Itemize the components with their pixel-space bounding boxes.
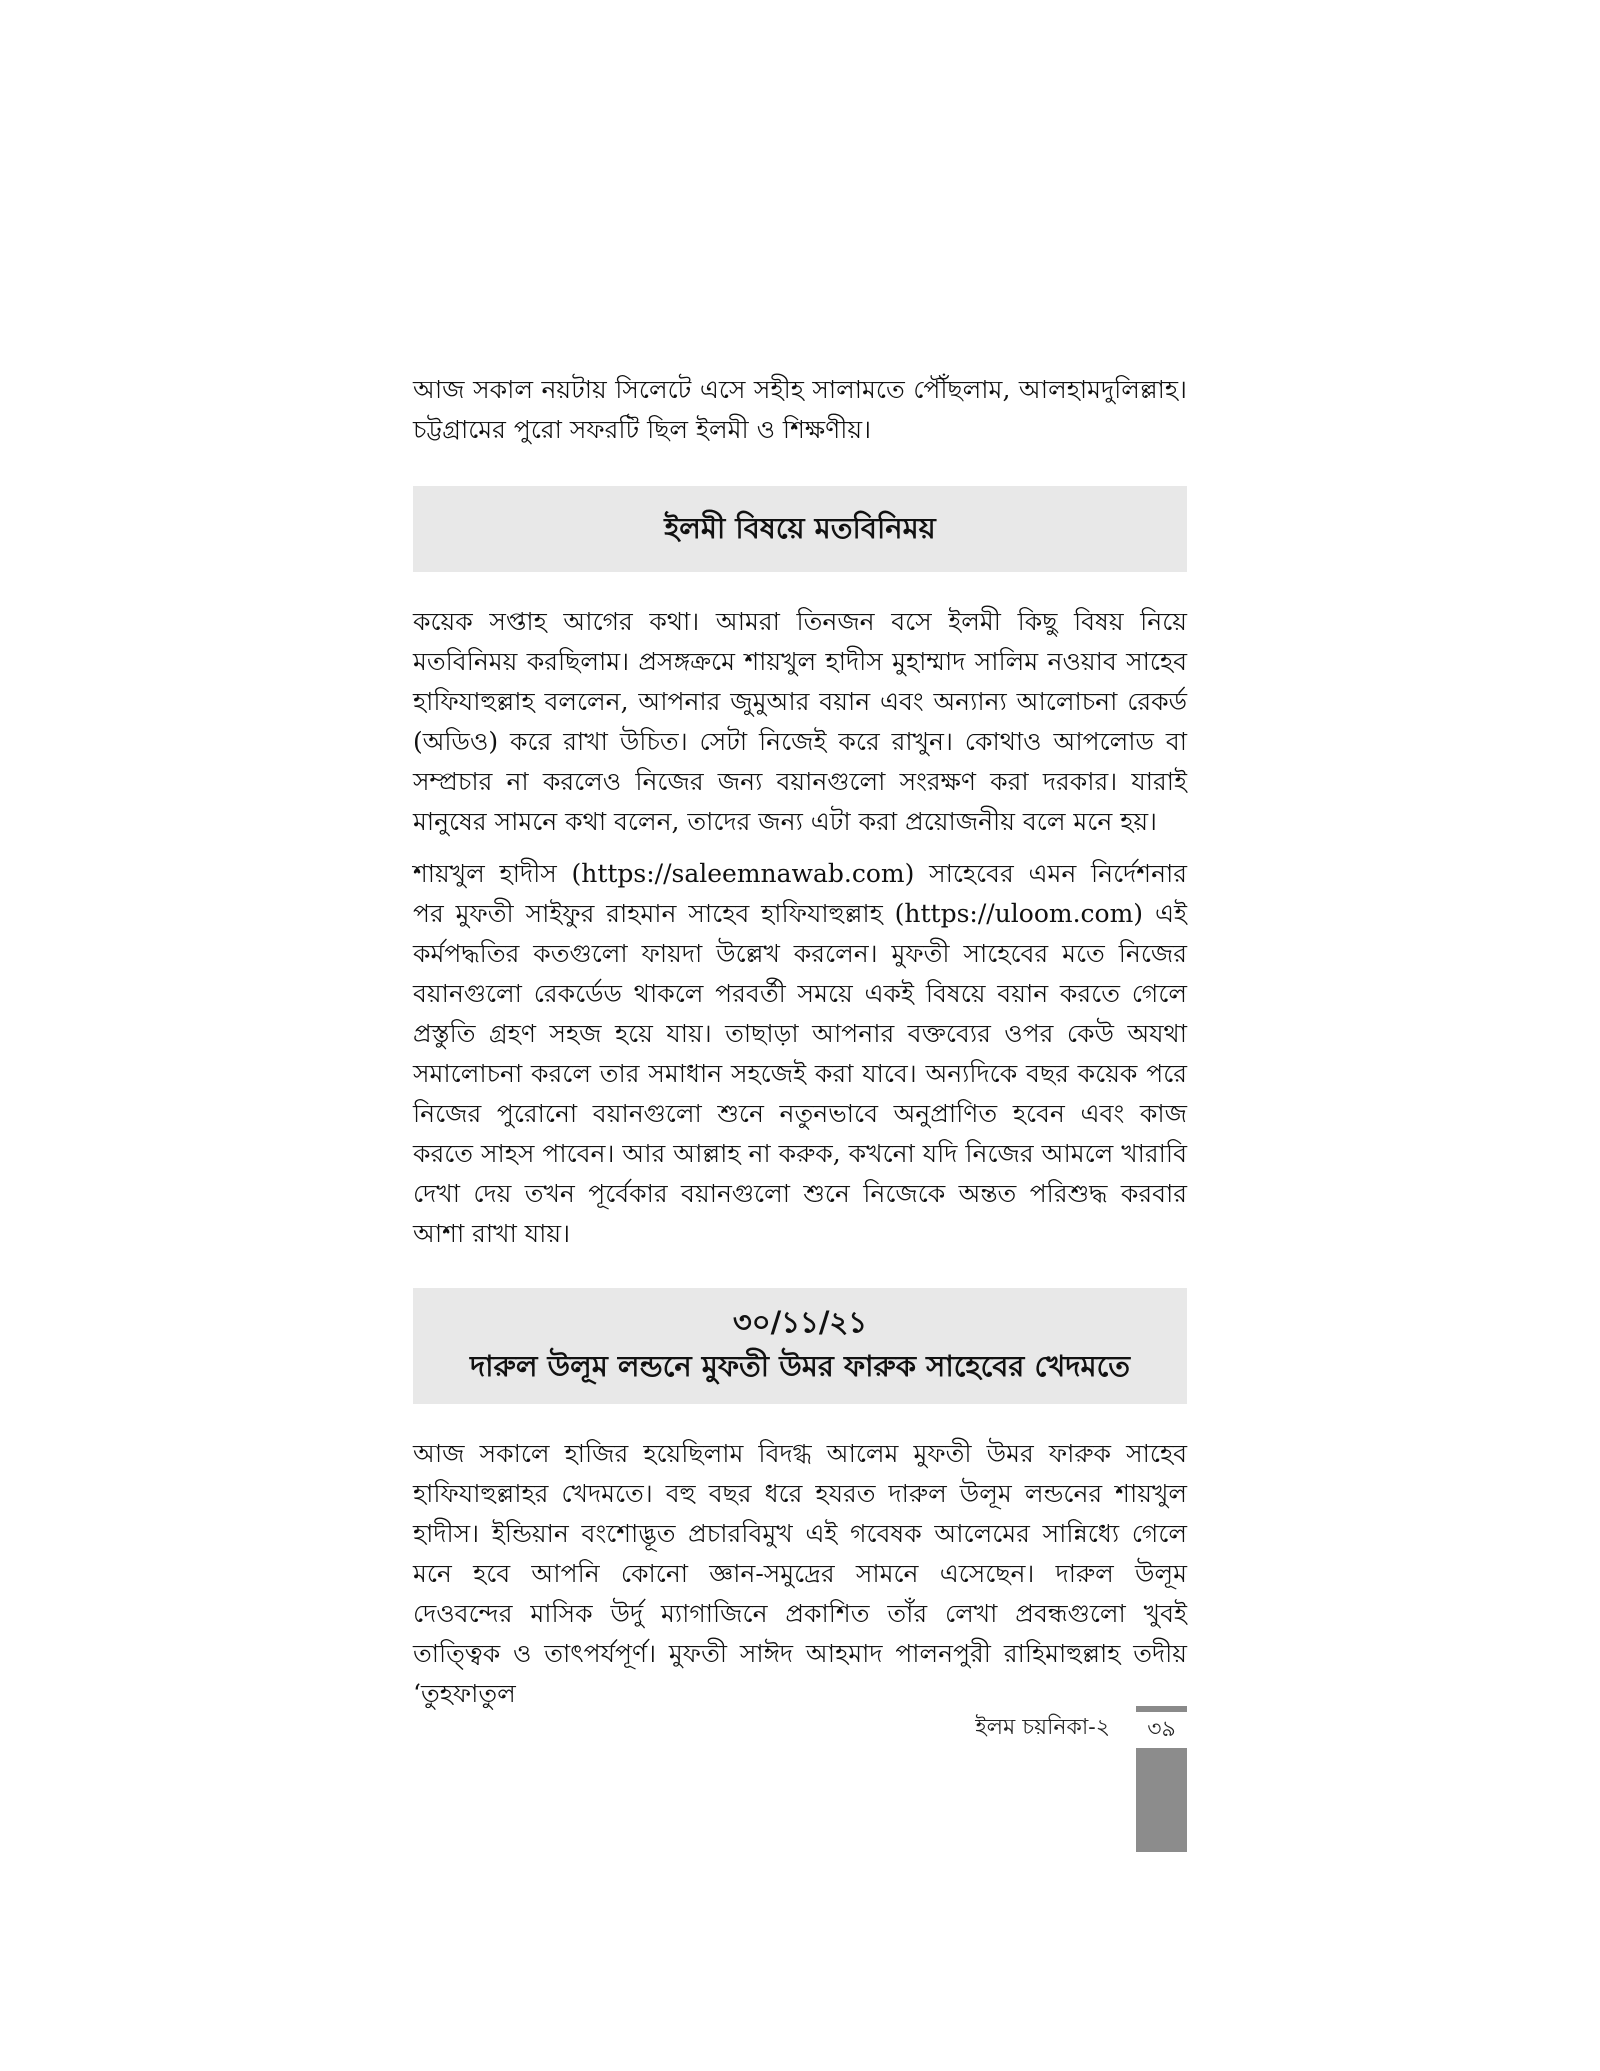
body-paragraph: শায়খুল হাদীস (https://saleemnawab.com) সাহেবের এমন নির্দেশনার পর মুফতী সাইফুর রাহমান সাহেব হাফিযাহুল্লাহ (https://uloom.com) এই কর্মপদ্ধতির কতগুলো ফায়দা উল্লেখ করলেন। মুফতী সাহেবের মতে নিজের বয়ানগুলো রেকর্ডেড থাকলে পরবর্তী সময়ে একই বিষয়ে বয়ান করতে গেলে প্রস্তুতি গ্রহণ সহজ হয়ে যায়। তাছাড়া আপনার বক্তব্যের ওপর কেউ অযথা সমালোচনা করলে তার সমাধান সহজেই করা যাবে। অন্যদিকে বছর কয়েক পরে নিজের পুরোনো বয়ানগুলো শুনে নতুনভাবে অনুপ্রাণিত হবেন এবং কাজ করতে সাহস পাবেন। আর আল্লাহ না করুক, কখনো যদি নিজের আমলে খারাবি দেখা দেয় তখন পূর্বেকার বয়ানগুলো শুনে নিজেকে অন্তত পরিশুদ্ধ করবার আশা রাখা যায়। (413, 859, 1187, 1248)
section-heading-box (413, 486, 1187, 572)
section-heading: দারুল উলূম লন্ডনে মুফতী উমর ফারুক সাহেবের খেদমতে (469, 1349, 1131, 1383)
body-paragraph: কয়েক সপ্তাহ আগের কথা। আমরা তিনজন বসে ইলমী কিছু বিষয় নিয়ে মতবিনিময় করছিলাম। প্রসঙ্গক্রমে শায়খুল হাদীস মুহাম্মাদ সালিম নওয়াব সাহেব হাফিযাহুল্লাহ বললেন, আপনার জুমুআর বয়ান এবং অন্যান্য আলোচনা রেকর্ড (অডিও) করে রাখা উচিত। সেটা নিজেই করে রাখুন। কোথাও আপলোড বা সম্প্রচার না করলেও নিজের জন্য বয়ানগুলো সংরক্ষণ করা দরকার। যারাই মানুষের সামনে কথা বলেন, তাদের জন্য এটা করা প্রয়োজনীয় বলে মনে হয়। (413, 607, 1187, 836)
page-number: ৩৯ (1136, 1712, 1187, 1748)
page-number-tab (1136, 1706, 1187, 1852)
thumb-index-bar (1136, 1748, 1187, 1852)
running-footer-title: ইলম চয়নিকা-২ (975, 1715, 1110, 1740)
intro-paragraph: আজ সকাল নয়টায় সিলেটে এসে সহীহ সালামতে পৌঁছলাম, আলহামদুলিল্লাহ। চট্টগ্রামের পুরো সফরটি ছিল ইলমী ও শিক্ষণীয়। (413, 375, 1187, 444)
entry-date: ৩০/১১/২১ (732, 1305, 868, 1339)
section-spacer (413, 1254, 1187, 1288)
page-body (413, 370, 1187, 1714)
dated-heading-box (413, 1288, 1187, 1404)
section-heading: ইলমী বিষয়ে মতবিনিময় (664, 511, 936, 545)
body-paragraph: আজ সকালে হাজির হয়েছিলাম বিদগ্ধ আলেম মুফতী উমর ফারুক সাহেব হাফিযাহুল্লাহর খেদমতে। বহু বছর ধরে হযরত দারুল উলূম লন্ডনের শায়খুল হাদীস। ইন্ডিয়ান বংশোদ্ভূত প্রচারবিমুখ এই গবেষক আলেমের সান্নিধ্যে গেলে মনে হবে আপনি কোনো জ্ঞান-সমুদ্রের সামনে এসেছেন। দারুল উলূম দেওবন্দের মাসিক উর্দু ম্যাগাজিনে প্রকাশিত তাঁর লেখা প্রবন্ধগুলো খুবই তাত্ত্বিক ও তাৎপর্যপূর্ণ। মুফতী সাঈদ আহমাদ পালনপুরী রাহিমাহুল্লাহ তদীয় ‘তুহফাতুল (413, 1439, 1187, 1708)
